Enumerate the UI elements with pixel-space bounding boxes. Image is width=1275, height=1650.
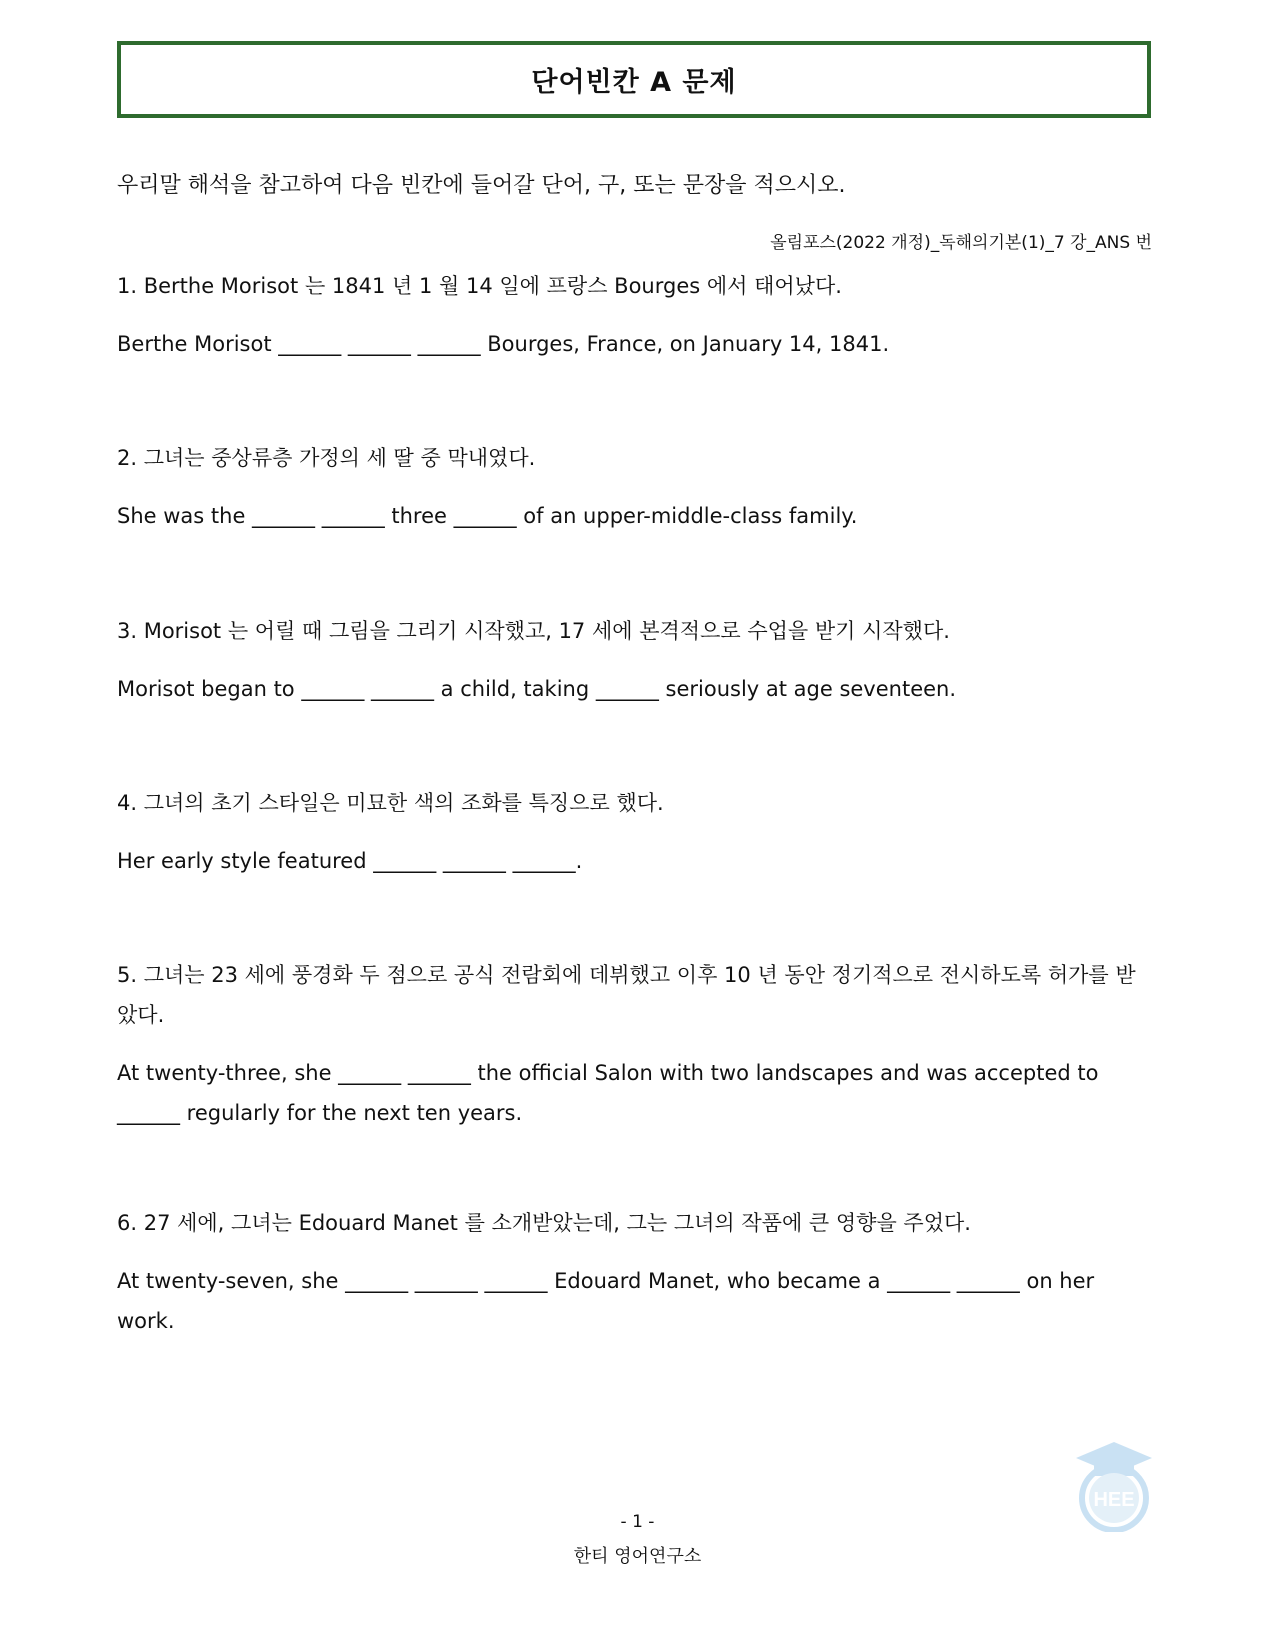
question-korean: 5. 그녀는 23 세에 풍경화 두 점으로 공식 전람회에 데뷔했고 이후 10 년 동안 정기적으로 전시하도록 허가를 받았다. [117, 963, 1136, 1027]
page-number: - 1 - [620, 1512, 655, 1532]
question-2 [117, 438, 1151, 536]
title-box [117, 41, 1151, 118]
question-3 [117, 611, 1151, 709]
page-title: 단어빈칸 A 문제 [531, 67, 737, 98]
instruction-text: 우리말 해석을 참고하여 다음 빈칸에 들어갈 단어, 구, 또는 문장을 적으시오. [117, 173, 846, 198]
question-korean: 3. Morisot 는 어릴 때 그림을 그리기 시작했고, 17 세에 본격적으로 수업을 받기 시작했다. [117, 619, 950, 643]
logo-text: HEE [1093, 1489, 1135, 1511]
question-5 [117, 955, 1151, 1133]
question-korean: 6. 27 세에, 그녀는 Edouard Manet 를 소개받았는데, 그는 그녀의 작품에 큰 영향을 주었다. [117, 1211, 971, 1235]
question-english: At twenty-seven, she ______ ______ ______ Edouard Manet, who became a ______ ______ on her work. [117, 1269, 1095, 1333]
question-korean: 1. Berthe Morisot 는 1841 년 1 월 14 일에 프랑스 Bourges 에서 태어났다. [117, 274, 842, 298]
question-english: At twenty-three, she ______ ______ the official Salon with two landscapes and was accepted to ______ regularly for the next ten years. [117, 1061, 1099, 1125]
source-reference: 올림포스(2022 개정)_독해의기본(1)_7 강_ANS 번 [770, 233, 1152, 253]
question-4 [117, 783, 1151, 881]
question-1 [117, 266, 1151, 364]
question-english: Berthe Morisot ______ ______ ______ Bourges, France, on January 14, 1841. [117, 332, 890, 356]
question-english: She was the ______ ______ three ______ of an upper-middle-class family. [117, 504, 858, 528]
question-korean: 2. 그녀는 중상류층 가정의 세 딸 중 막내였다. [117, 446, 536, 470]
graduation-cap-icon [1076, 1442, 1152, 1476]
footer-organization: 한티 영어연구소 [573, 1546, 702, 1567]
question-korean: 4. 그녀의 초기 스타일은 미묘한 색의 조화를 특징으로 했다. [117, 791, 664, 815]
question-6 [117, 1203, 1151, 1341]
question-english: Morisot began to ______ ______ a child, taking ______ seriously at age seventeen. [117, 677, 957, 701]
question-english: Her early style featured ______ ______ ______. [117, 849, 583, 873]
